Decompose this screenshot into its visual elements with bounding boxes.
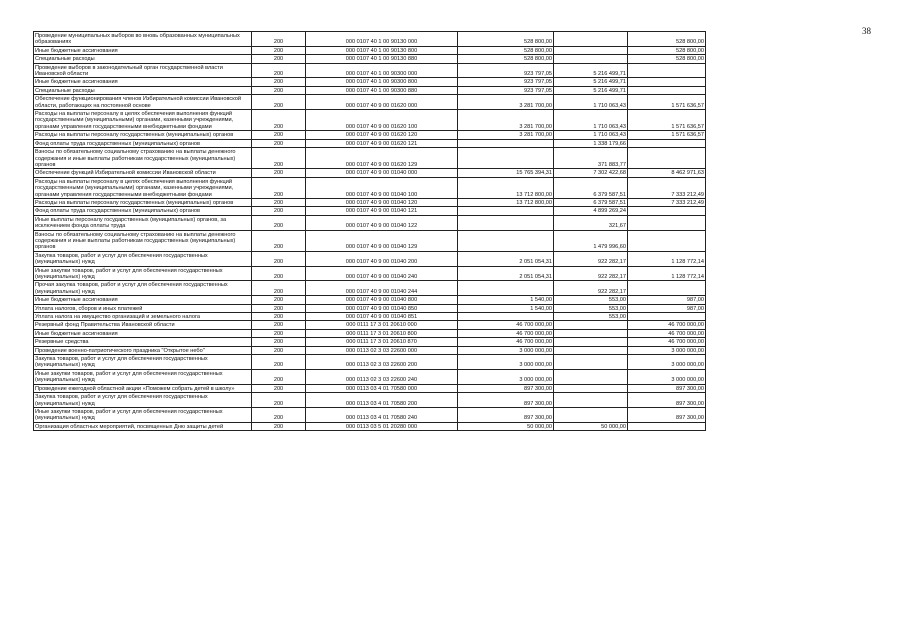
cell-executed-amount [554,55,628,63]
cell-remaining-amount [628,215,706,230]
cell-approved-amount: 897 300,00 [458,384,554,392]
cell-approved-amount: 923 797,05 [458,63,554,78]
cell-executed-amount: 321,67 [554,215,628,230]
cell-executed-amount: 6 379 587,51 [554,198,628,206]
cell-admin-code: 200 [252,266,306,281]
cell-name: Иные выплаты персоналу государственных (муниципальных) органов, за исключением фонда оплаты труда [34,215,252,230]
cell-approved-amount: 46 700 000,00 [458,329,554,337]
cell-name: Уплата налогов, сборов и иных платежей [34,304,252,312]
table-row [34,281,706,296]
cell-name: Проведение муниципальных выборов во вновь образованных муниципальных образованиях [34,32,252,47]
cell-executed-amount: 4 899 269,24 [554,207,628,215]
cell-name: Иные бюджетные ассигнования [34,46,252,54]
cell-name: Иные закупки товаров, работ и услуг для обеспечения государственных (муниципальных) нужд [34,369,252,384]
cell-executed-amount: 922 282,17 [554,281,628,296]
cell-budget-code: 000 0113 02 3 03 22600 200 [306,355,458,370]
table-row [34,63,706,78]
cell-approved-amount: 1 540,00 [458,296,554,304]
cell-name: Фонд оплаты труда государственных (муниципальных) органов [34,207,252,215]
table-row [34,148,706,169]
cell-admin-code: 200 [252,95,306,110]
cell-approved-amount: 3 000 000,00 [458,355,554,370]
cell-admin-code: 200 [252,346,306,354]
cell-name: Обеспечение функционирования членов Избирательной комиссии Ивановской области, работающих на постоянной основе [34,95,252,110]
cell-budget-code: 000 0107 40 9 00 01040 244 [306,281,458,296]
table-row [34,266,706,281]
cell-admin-code: 200 [252,198,306,206]
cell-approved-amount: 1 540,00 [458,304,554,312]
cell-admin-code: 200 [252,369,306,384]
cell-remaining-amount: 897 300,00 [628,407,706,422]
cell-remaining-amount: 897 300,00 [628,393,706,408]
cell-admin-code: 200 [252,78,306,86]
cell-name: Расходы на выплаты персоналу государственных (муниципальных) органов [34,198,252,206]
cell-approved-amount: 13 712 800,00 [458,198,554,206]
table-row [34,393,706,408]
cell-executed-amount: 50 000,00 [554,422,628,430]
cell-approved-amount [458,281,554,296]
cell-executed-amount: 1 479 996,60 [554,230,628,251]
table-row [34,355,706,370]
table-row [34,329,706,337]
cell-remaining-amount [628,313,706,321]
cell-remaining-amount: 7 333 212,49 [628,177,706,198]
cell-admin-code: 200 [252,393,306,408]
cell-executed-amount [554,46,628,54]
cell-name: Фонд оплаты труда государственных (муниципальных) органов [34,139,252,147]
cell-remaining-amount: 1 571 636,57 [628,131,706,139]
cell-budget-code: 000 0113 03 4 01 70580 200 [306,393,458,408]
cell-executed-amount: 553,00 [554,296,628,304]
table-row [34,169,706,177]
cell-remaining-amount [628,148,706,169]
cell-name: Специальные расходы [34,55,252,63]
cell-admin-code: 200 [252,338,306,346]
cell-approved-amount: 2 051 054,31 [458,266,554,281]
cell-budget-code: 000 0107 40 9 00 01040 122 [306,215,458,230]
cell-budget-code: 000 0113 02 3 03 22600 240 [306,369,458,384]
cell-name: Организация областных мероприятий, посвященных Дню защиты детей [34,422,252,430]
cell-executed-amount [554,346,628,354]
cell-approved-amount: 897 300,00 [458,393,554,408]
cell-remaining-amount: 3 000 000,00 [628,346,706,354]
cell-budget-code: 000 0113 03 5 01 20280 000 [306,422,458,430]
cell-name: Проведение выборов в законодательный орган государственной власти Ивановской области [34,63,252,78]
cell-budget-code: 000 0107 40 1 00 90130 000 [306,32,458,47]
cell-name: Резервный фонд Правительства Ивановской области [34,321,252,329]
cell-budget-code: 000 0107 40 9 00 01040 240 [306,266,458,281]
cell-remaining-amount: 46 700 000,00 [628,321,706,329]
cell-approved-amount: 50 000,00 [458,422,554,430]
cell-name: Прочая закупка товаров, работ и услуг для обеспечения государственных (муниципальных) нужд [34,281,252,296]
cell-admin-code: 200 [252,139,306,147]
cell-approved-amount: 528 800,00 [458,46,554,54]
table-row [34,139,706,147]
cell-budget-code: 000 0107 40 9 00 01620 000 [306,95,458,110]
cell-budget-code: 000 0111 17 3 01 20610 800 [306,329,458,337]
table-row [34,230,706,251]
cell-budget-code: 000 0107 40 9 00 01040 120 [306,198,458,206]
cell-executed-amount [554,329,628,337]
table-row [34,215,706,230]
cell-remaining-amount [628,63,706,78]
table-row [34,46,706,54]
cell-budget-code: 000 0111 17 3 01 20610 000 [306,321,458,329]
cell-admin-code: 200 [252,422,306,430]
cell-executed-amount: 1 710 063,43 [554,95,628,110]
cell-budget-code: 000 0107 40 9 00 01040 800 [306,296,458,304]
cell-name: Специальные расходы [34,86,252,94]
cell-name: Расходы на выплаты персоналу государственных (муниципальных) органов [34,131,252,139]
cell-name: Иные бюджетные ассигнования [34,329,252,337]
cell-budget-code: 000 0107 40 9 00 01040 850 [306,304,458,312]
table-row [34,198,706,206]
cell-remaining-amount: 7 333 212,49 [628,198,706,206]
cell-approved-amount: 3 281 700,00 [458,131,554,139]
cell-executed-amount: 5 216 499,71 [554,86,628,94]
cell-executed-amount: 1 338 179,66 [554,139,628,147]
cell-executed-amount [554,355,628,370]
table-row [34,313,706,321]
cell-admin-code: 200 [252,321,306,329]
cell-admin-code: 200 [252,63,306,78]
cell-approved-amount: 3 000 000,00 [458,369,554,384]
cell-admin-code: 200 [252,313,306,321]
cell-remaining-amount [628,86,706,94]
cell-approved-amount [458,230,554,251]
cell-admin-code: 200 [252,281,306,296]
cell-remaining-amount: 46 700 000,00 [628,329,706,337]
cell-budget-code: 000 0107 40 1 00 90130 800 [306,46,458,54]
table-row [34,55,706,63]
cell-remaining-amount: 528 800,00 [628,46,706,54]
cell-budget-code: 000 0107 40 9 00 01620 129 [306,148,458,169]
table-row [34,321,706,329]
cell-remaining-amount: 1 128 772,14 [628,251,706,266]
cell-admin-code: 200 [252,110,306,131]
table-row [34,407,706,422]
table-row [34,110,706,131]
cell-executed-amount: 1 710 063,43 [554,110,628,131]
cell-admin-code: 200 [252,177,306,198]
cell-remaining-amount: 987,00 [628,304,706,312]
cell-name: Закупка товаров, работ и услуг для обеспечения государственных (муниципальных) нужд [34,251,252,266]
cell-admin-code: 200 [252,32,306,47]
cell-admin-code: 200 [252,215,306,230]
cell-admin-code: 200 [252,131,306,139]
cell-approved-amount: 923 797,05 [458,78,554,86]
cell-name: Расходы на выплаты персоналу в целях обеспечения выполнения функций государственными (муниципальными) органами, казенными учреждениями, органами управления государственными внебюджетными фондами [34,177,252,198]
cell-admin-code: 200 [252,148,306,169]
cell-approved-amount: 528 800,00 [458,55,554,63]
table-row [34,296,706,304]
table-row [34,95,706,110]
cell-budget-code: 000 0107 40 9 00 01040 851 [306,313,458,321]
cell-admin-code: 200 [252,55,306,63]
cell-name: Взносы по обязательному социальному страхованию на выплаты денежного содержания и иные выплаты работникам государственных (муниципальных) органов [34,230,252,251]
cell-budget-code: 000 0107 40 9 00 01620 120 [306,131,458,139]
cell-admin-code: 200 [252,304,306,312]
cell-remaining-amount [628,422,706,430]
cell-remaining-amount: 1 571 636,57 [628,110,706,131]
cell-budget-code: 000 0107 40 1 00 90300 880 [306,86,458,94]
table-row [34,346,706,354]
table-row [34,78,706,86]
cell-remaining-amount: 987,00 [628,296,706,304]
cell-remaining-amount: 3 000 000,00 [628,355,706,370]
cell-remaining-amount [628,281,706,296]
cell-name: Расходы на выплаты персоналу в целях обеспечения выполнения функций государственными (муниципальными) органами, казенными учреждениями, органами управления государственными внебюджетными фондами [34,110,252,131]
cell-executed-amount [554,338,628,346]
cell-name: Уплата налога на имущество организаций и земельного налога [34,313,252,321]
cell-approved-amount: 897 300,00 [458,407,554,422]
table-row [34,338,706,346]
cell-approved-amount [458,148,554,169]
cell-name: Иные закупки товаров, работ и услуг для обеспечения государственных (муниципальных) нужд [34,407,252,422]
cell-name: Закупка товаров, работ и услуг для обеспечения государственных (муниципальных) нужд [34,393,252,408]
cell-executed-amount: 553,00 [554,313,628,321]
cell-admin-code: 200 [252,251,306,266]
table-row [34,304,706,312]
cell-approved-amount: 15 765 394,31 [458,169,554,177]
table-row [34,86,706,94]
table-row [34,251,706,266]
cell-approved-amount [458,207,554,215]
cell-approved-amount [458,313,554,321]
cell-remaining-amount: 1 128 772,14 [628,266,706,281]
cell-approved-amount: 3 281 700,00 [458,110,554,131]
cell-approved-amount: 528 800,00 [458,32,554,47]
cell-remaining-amount: 528 800,00 [628,32,706,47]
cell-budget-code: 000 0107 40 1 00 90300 800 [306,78,458,86]
cell-approved-amount [458,215,554,230]
cell-budget-code: 000 0107 40 9 00 01620 100 [306,110,458,131]
cell-approved-amount [458,139,554,147]
cell-name: Иные бюджетные ассигнования [34,296,252,304]
cell-name: Обеспечение функций Избирательной комиссии Ивановской области [34,169,252,177]
cell-admin-code: 200 [252,407,306,422]
cell-budget-code: 000 0113 03 4 01 70580 240 [306,407,458,422]
cell-remaining-amount: 8 462 971,63 [628,169,706,177]
cell-admin-code: 200 [252,230,306,251]
cell-admin-code: 200 [252,46,306,54]
cell-executed-amount: 371 883,77 [554,148,628,169]
cell-approved-amount: 3 000 000,00 [458,346,554,354]
cell-admin-code: 200 [252,207,306,215]
cell-budget-code: 000 0107 40 9 00 01040 129 [306,230,458,251]
cell-remaining-amount: 528 800,00 [628,55,706,63]
cell-executed-amount: 922 282,17 [554,266,628,281]
cell-remaining-amount [628,230,706,251]
cell-approved-amount: 13 712 800,00 [458,177,554,198]
cell-name: Иные закупки товаров, работ и услуг для обеспечения государственных (муниципальных) нужд [34,266,252,281]
cell-budget-code: 000 0107 40 9 00 01040 200 [306,251,458,266]
cell-budget-code: 000 0113 03 4 01 70580 000 [306,384,458,392]
cell-budget-code: 000 0107 40 1 00 90130 880 [306,55,458,63]
cell-remaining-amount [628,139,706,147]
cell-budget-code: 000 0107 40 9 00 01620 121 [306,139,458,147]
cell-remaining-amount: 1 571 636,57 [628,95,706,110]
cell-remaining-amount: 3 000 000,00 [628,369,706,384]
cell-remaining-amount: 897 300,00 [628,384,706,392]
cell-remaining-amount [628,207,706,215]
cell-approved-amount: 2 051 054,31 [458,251,554,266]
cell-executed-amount: 6 379 587,51 [554,177,628,198]
cell-budget-code: 000 0113 02 3 03 22600 000 [306,346,458,354]
table-row [34,384,706,392]
cell-budget-code: 000 0107 40 1 00 90300 000 [306,63,458,78]
cell-executed-amount: 7 302 422,68 [554,169,628,177]
cell-admin-code: 200 [252,86,306,94]
cell-name: Резервные средства [34,338,252,346]
cell-admin-code: 200 [252,296,306,304]
cell-budget-code: 000 0111 17 3 01 20610 870 [306,338,458,346]
cell-executed-amount [554,407,628,422]
cell-budget-code: 000 0107 40 9 00 01040 121 [306,207,458,215]
cell-remaining-amount [628,78,706,86]
cell-remaining-amount: 46 700 000,00 [628,338,706,346]
table-row [34,32,706,47]
table-row [34,131,706,139]
cell-executed-amount [554,393,628,408]
cell-executed-amount [554,321,628,329]
cell-executed-amount [554,384,628,392]
cell-name: Взносы по обязательному социальному страхованию на выплаты денежного содержания и иные выплаты работникам государственных (муниципальных) органов [34,148,252,169]
cell-name: Проведение военно-патриотического праздника "Открытое небо" [34,346,252,354]
cell-executed-amount: 922 282,17 [554,251,628,266]
cell-approved-amount: 46 700 000,00 [458,321,554,329]
table-row [34,207,706,215]
cell-budget-code: 000 0107 40 9 00 01040 100 [306,177,458,198]
cell-admin-code: 200 [252,384,306,392]
cell-executed-amount: 553,00 [554,304,628,312]
cell-executed-amount: 5 216 499,71 [554,63,628,78]
table-row [34,369,706,384]
cell-name: Проведение ежегодной областной акции «Поможем собрать детей в школу» [34,384,252,392]
cell-admin-code: 200 [252,169,306,177]
cell-executed-amount [554,369,628,384]
cell-name: Иные бюджетные ассигнования [34,78,252,86]
cell-approved-amount: 3 281 700,00 [458,95,554,110]
page-number: 38 [862,26,871,36]
table-row [34,422,706,430]
table-row [34,177,706,198]
cell-name: Закупка товаров, работ и услуг для обеспечения государственных (муниципальных) нужд [34,355,252,370]
cell-approved-amount: 923 797,05 [458,86,554,94]
cell-approved-amount: 46 700 000,00 [458,338,554,346]
cell-executed-amount: 5 216 499,71 [554,78,628,86]
cell-budget-code: 000 0107 40 9 00 01040 000 [306,169,458,177]
cell-admin-code: 200 [252,329,306,337]
cell-executed-amount [554,32,628,47]
budget-table [33,31,706,431]
cell-executed-amount: 1 710 063,43 [554,131,628,139]
cell-admin-code: 200 [252,355,306,370]
